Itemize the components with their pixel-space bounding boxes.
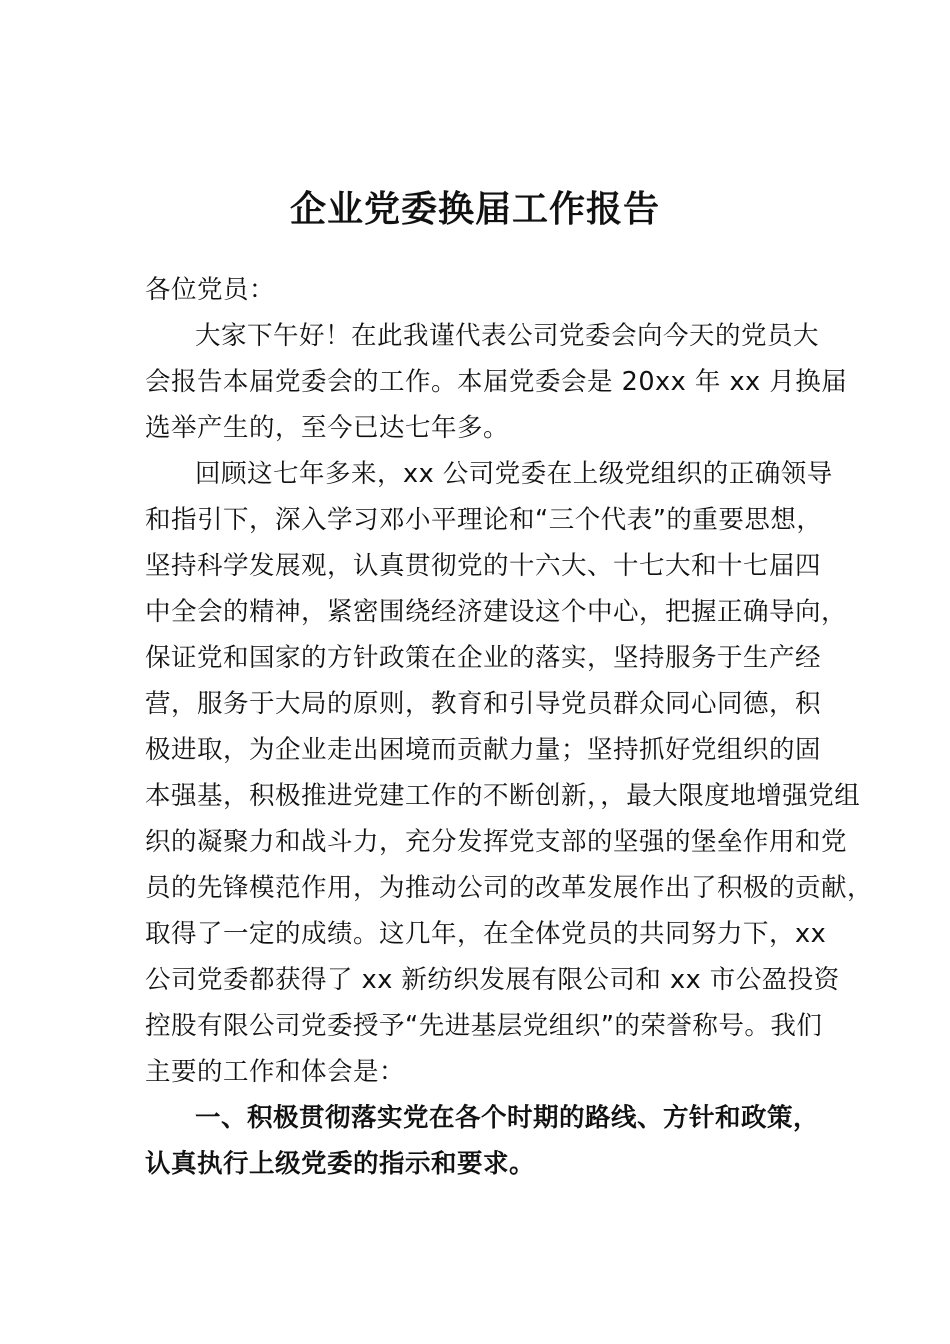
document-title: 企业党委换届工作报告 [289,189,660,230]
paragraph-line: 中全会的精神，紧密围绕经济建设这个中心，把握正确导向， [145,597,848,627]
paragraph-line: 主要的工作和体会是： [145,1057,406,1087]
section-heading: 一、积极贯彻落实党在各个时期的路线、方针和政策， [195,1103,820,1133]
paragraph-line: 员的先锋模范作用，为推动公司的改革发展作出了积极的贡献， [145,873,874,903]
paragraph-line: 会报告本届党委会的工作。本届党委会是 20xx 年 xx 月换届 [145,367,848,397]
salutation: 各位党员： [145,275,276,305]
paragraph-line: 营，服务于大局的原则，教育和引导党员群众同心同德，积 [145,689,822,719]
paragraph-line: 大家下午好！在此我谨代表公司党委会向今天的党员大 [195,321,820,351]
paragraph-line: 和指引下，深入学习邓小平理论和“三个代表”的重要思想， [145,505,823,535]
paragraph-line: 本强基，积极推进党建工作的不断创新，，最大限度地增强党组 [145,781,861,811]
paragraph-line: 取得了一定的成绩。这几年，在全体党员的共同努力下，xx [145,919,827,949]
paragraph-line: 保证党和国家的方针政策在企业的落实，坚持服务于生产经 [145,643,822,673]
paragraph-line: 回顾这七年多来，xx 公司党委在上级党组织的正确领导 [195,459,833,489]
section-heading: 认真执行上级党委的指示和要求。 [145,1149,536,1179]
paragraph-line: 极进取，为企业走出困境而贡献力量；坚持抓好党组织的固 [145,735,822,765]
paragraph-line: 织的凝聚力和战斗力，充分发挥党支部的坚强的堡垒作用和党 [145,827,848,857]
paragraph-line: 公司党委都获得了 xx 新纺织发展有限公司和 xx 市公盈投资 [145,965,840,995]
paragraph-line: 坚持科学发展观，认真贯彻党的十六大、十七大和十七届四 [145,551,822,581]
paragraph-line: 选举产生的，至今已达七年多。 [145,413,510,443]
paragraph-line: 控股有限公司党委授予“先进基层党组织”的荣誉称号。我们 [145,1011,823,1041]
